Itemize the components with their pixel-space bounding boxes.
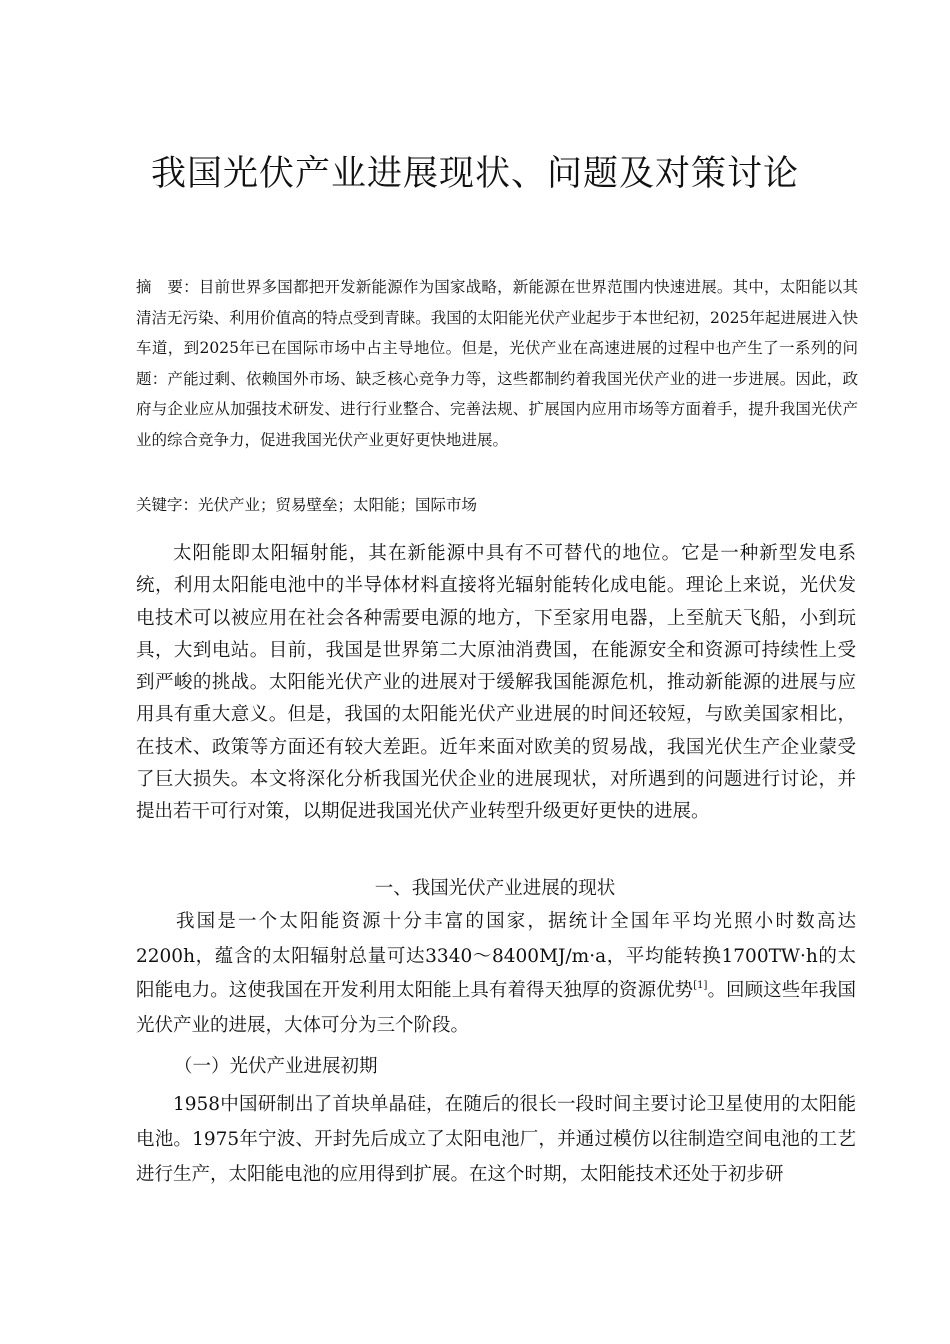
abstract [136,272,858,455]
status-paragraph-tail: 。回顾这些年我国光伏产业的进展，大体可分为三个阶段。 [136,980,856,1036]
keywords-label: 关键字： [136,496,199,514]
status-paragraph [136,905,856,1043]
subsection-heading: （一）光伏产业进展初期 [174,1056,378,1077]
status-paragraph-text: 我国是一个太阳能资源十分丰富的国家，据统计全国年平均光照小时数高达2200h，蕴含的太阳辐射总量可达3340～8400MJ/m·a，平均能转换1700TW·h的太阳能电力。这使我国在开发利用太阳能上具有着得天独厚的资源优势 [136,911,856,1002]
keywords-text: 光伏产业；贸易壁垒；太阳能；国际市场 [198,496,478,514]
document-title: 我国光伏产业进展现状、问题及对策讨论 [150,154,799,194]
abstract-text: 目前世界多国都把开发新能源作为国家战略，新能源在世界范围内快速进展。其中，太阳能以其清洁无污染、利用价值高的特点受到青睐。我国的太阳能光伏产业起步于本世纪初，2025年起进展进入快车道，到2025年已在国际市场中占主导地位。但是，光伏产业在高速进展的过程中也产生了一系列的问题：产能过剩、依赖国外市场、缺乏核心竞争力等，这些都制约着我国光伏产业的进一步进展。因此，政府与企业应从加强技术研发、进行行业整合、完善法规、扩展国内应用市场等方面着手，提升我国光伏产业的综合竞争力，促进我国光伏产业更好更快地进展。 [136,278,858,449]
abstract-label: 摘 要： [136,278,199,296]
section-heading: 一、我国光伏产业进展的现状 [374,878,616,899]
citation-reference: [1] [693,980,708,992]
history-paragraph: 1958中国研制出了首块单晶硅，在随后的很长一段时间主要讨论卫星使用的太阳能电池。1975年宁波、开封先后成立了太阳电池厂，并通过模仿以往制造空间电池的工艺进行生产，太阳能电池的应用得到扩展。在这个时期，太阳能技术还处于初步研 [136,1094,856,1185]
keywords [136,490,858,520]
intro-paragraph: 太阳能即太阳辐射能，其在新能源中具有不可替代的地位。它是一种新型发电系统，利用太阳能电池中的半导体材料直接将光辐射能转化成电能。理论上来说，光伏发电技术可以被应用在社会各种需要电源的地方，下至家用电器，上至航天飞船，小到玩具，大到电站。目前，我国是世界第二大原油消费国，在能源安全和资源可持续性上受到严峻的挑战。太阳能光伏产业的进展对于缓解我国能源危机，推动新能源的进展与应用具有重大意义。但是，我国的太阳能光伏产业进展的时间还较短，与欧美国家相比，在技术、政策等方面还有较大差距。近年来面对欧美的贸易战，我国光伏生产企业蒙受了巨大损失。本文将深化分析我国光伏企业的进展现状，对所遇到的问题进行讨论，并提出若干可行对策，以期促进我国光伏产业转型升级更好更快的进展。 [136,543,856,823]
